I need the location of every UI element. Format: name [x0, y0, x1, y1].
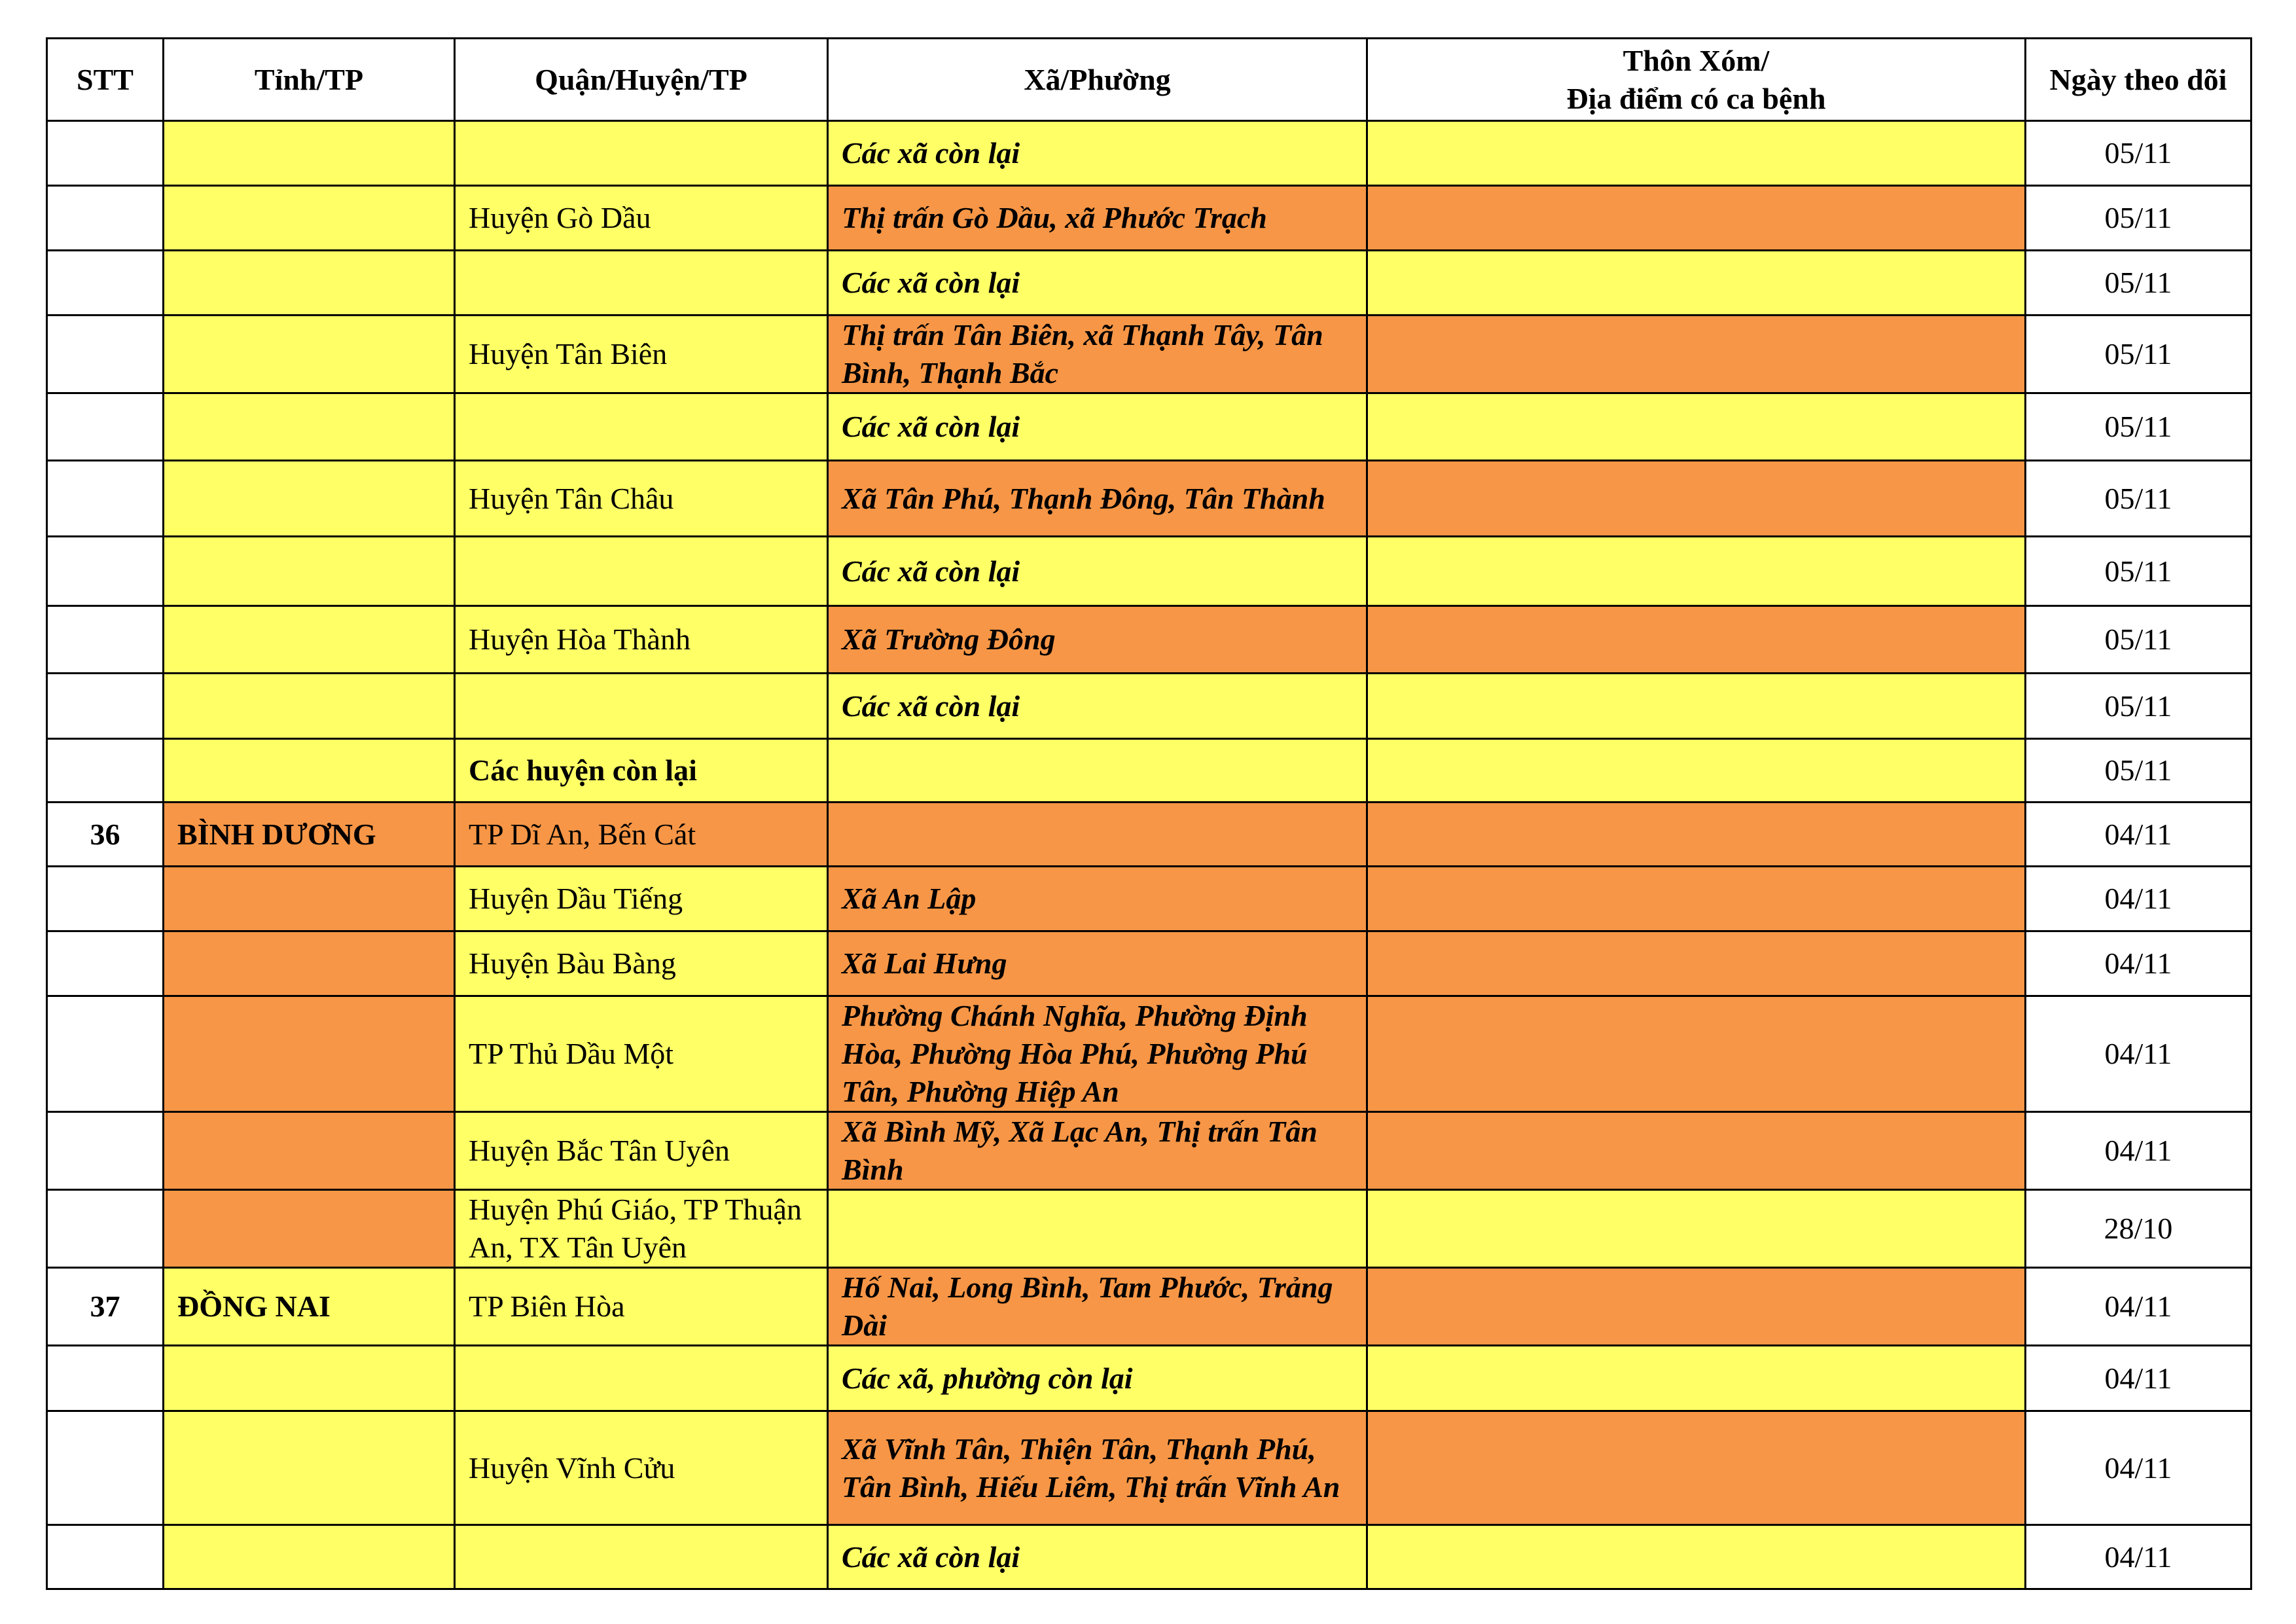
stt-cell: [47, 1346, 164, 1411]
header-province: Tỉnh/TP: [164, 39, 455, 121]
province-cell: [164, 461, 455, 537]
table-row: [47, 537, 2251, 606]
district-cell: Các huyện còn lại: [455, 739, 828, 803]
ward-cell: Các xã còn lại: [828, 251, 1367, 316]
ward-cell: Xã Tân Phú, Thạnh Đông, Tân Thành: [828, 461, 1367, 537]
ward-cell: [828, 1190, 1367, 1268]
hamlet-cell: [1367, 867, 2026, 931]
ward-cell: Thị trấn Tân Biên, xã Thạnh Tây, Tân Bình, Thạnh Bắc: [828, 316, 1367, 393]
district-cell: [455, 1525, 828, 1589]
hamlet-cell: [1367, 1190, 2026, 1268]
hamlet-cell: [1367, 996, 2026, 1112]
district-cell: TP Biên Hòa: [455, 1268, 828, 1346]
hamlet-cell: [1367, 1346, 2026, 1411]
stt-cell: 37: [47, 1268, 164, 1346]
hamlet-cell: [1367, 186, 2026, 251]
province-cell: [164, 316, 455, 393]
district-cell: [455, 1346, 828, 1411]
date-cell: 04/11: [2026, 803, 2251, 867]
district-cell: TP Thủ Dầu Một: [455, 996, 828, 1112]
date-cell: 05/11: [2026, 674, 2251, 739]
table-row: [47, 186, 2251, 251]
district-cell: [455, 537, 828, 606]
stt-cell: [47, 1190, 164, 1268]
hamlet-cell: [1367, 1411, 2026, 1525]
province-cell: [164, 996, 455, 1112]
province-cell: [164, 251, 455, 316]
table-row: [47, 1112, 2251, 1190]
hamlet-cell: [1367, 316, 2026, 393]
table-row: [47, 739, 2251, 803]
ward-cell: Các xã còn lại: [828, 393, 1367, 461]
province-cell: [164, 537, 455, 606]
hamlet-cell: [1367, 674, 2026, 739]
ward-cell: Xã Lai Hưng: [828, 931, 1367, 996]
stt-cell: [47, 461, 164, 537]
hamlet-cell: [1367, 121, 2026, 186]
stt-cell: [47, 251, 164, 316]
district-cell: Huyện Bàu Bàng: [455, 931, 828, 996]
province-cell: [164, 393, 455, 461]
stt-cell: [47, 674, 164, 739]
ward-cell: Xã Vĩnh Tân, Thiện Tân, Thạnh Phú, Tân Bình, Hiếu Liêm, Thị trấn Vĩnh An: [828, 1411, 1367, 1525]
table-row: [47, 1346, 2251, 1411]
district-cell: [455, 121, 828, 186]
date-cell: 05/11: [2026, 461, 2251, 537]
province-cell: ĐỒNG NAI: [164, 1268, 455, 1346]
province-cell: [164, 674, 455, 739]
district-cell: Huyện Dầu Tiếng: [455, 867, 828, 931]
hamlet-cell: [1367, 537, 2026, 606]
ward-cell: Thị trấn Gò Dầu, xã Phước Trạch: [828, 186, 1367, 251]
ward-cell: [828, 803, 1367, 867]
ward-cell: Xã Trường Đông: [828, 606, 1367, 674]
ward-cell: Hố Nai, Long Bình, Tam Phước, Trảng Dài: [828, 1268, 1367, 1346]
stt-cell: [47, 996, 164, 1112]
province-cell: [164, 1346, 455, 1411]
header-hamlet: [1367, 39, 2026, 121]
stt-cell: [47, 867, 164, 931]
province-cell: [164, 186, 455, 251]
district-cell: [455, 393, 828, 461]
table-row: [47, 1268, 2251, 1346]
header-stt: STT: [47, 39, 164, 121]
district-cell: Huyện Tân Châu: [455, 461, 828, 537]
date-cell: 05/11: [2026, 316, 2251, 393]
district-cell: [455, 251, 828, 316]
province-cell: [164, 867, 455, 931]
stt-cell: [47, 121, 164, 186]
province-cell: BÌNH DƯƠNG: [164, 803, 455, 867]
hamlet-cell: [1367, 461, 2026, 537]
date-cell: 04/11: [2026, 931, 2251, 996]
header-district: Quận/Huyện/TP: [455, 39, 828, 121]
table-row: [47, 996, 2251, 1112]
province-cell: [164, 1190, 455, 1268]
stt-cell: [47, 931, 164, 996]
district-cell: Huyện Tân Biên: [455, 316, 828, 393]
header-hamlet-line-1: Thôn Xóm/: [1623, 43, 1770, 77]
ward-cell: Các xã còn lại: [828, 674, 1367, 739]
hamlet-cell: [1367, 803, 2026, 867]
province-cell: [164, 606, 455, 674]
table-row: [47, 803, 2251, 867]
ward-cell: Xã An Lập: [828, 867, 1367, 931]
stt-cell: [47, 739, 164, 803]
hamlet-cell: [1367, 1525, 2026, 1589]
date-cell: 04/11: [2026, 1411, 2251, 1525]
ward-cell: Các xã còn lại: [828, 121, 1367, 186]
stt-cell: [47, 606, 164, 674]
table-row: [47, 461, 2251, 537]
province-cell: [164, 1525, 455, 1589]
date-cell: 05/11: [2026, 186, 2251, 251]
table-row: [47, 393, 2251, 461]
table-row: [47, 1525, 2251, 1589]
stt-cell: 36: [47, 803, 164, 867]
date-cell: 05/11: [2026, 606, 2251, 674]
district-cell: Huyện Bắc Tân Uyên: [455, 1112, 828, 1190]
ward-cell: Xã Bình Mỹ, Xã Lạc An, Thị trấn Tân Bình: [828, 1112, 1367, 1190]
header-ward: Xã/Phường: [828, 39, 1367, 121]
ward-cell: Các xã, phường còn lại: [828, 1346, 1367, 1411]
hamlet-cell: [1367, 393, 2026, 461]
date-cell: 04/11: [2026, 1346, 2251, 1411]
table-row: [47, 316, 2251, 393]
date-cell: 05/11: [2026, 393, 2251, 461]
table-row: [47, 251, 2251, 316]
stt-cell: [47, 393, 164, 461]
hamlet-cell: [1367, 1268, 2026, 1346]
district-cell: Huyện Vĩnh Cửu: [455, 1411, 828, 1525]
province-cell: [164, 931, 455, 996]
risk-area-table: [46, 37, 2252, 1590]
table-row: [47, 121, 2251, 186]
table-row: [47, 606, 2251, 674]
ward-cell: Các xã còn lại: [828, 537, 1367, 606]
date-cell: 04/11: [2026, 867, 2251, 931]
province-cell: [164, 739, 455, 803]
date-cell: 04/11: [2026, 1525, 2251, 1589]
hamlet-cell: [1367, 251, 2026, 316]
hamlet-cell: [1367, 606, 2026, 674]
date-cell: 05/11: [2026, 537, 2251, 606]
header-date: Ngày theo dõi: [2026, 39, 2251, 121]
district-cell: Huyện Gò Dầu: [455, 186, 828, 251]
province-cell: [164, 121, 455, 186]
header-hamlet-line-2: Địa điểm có ca bệnh: [1566, 81, 1826, 115]
header-row: [47, 39, 2251, 121]
date-cell: 05/11: [2026, 251, 2251, 316]
table-row: [47, 931, 2251, 996]
ward-cell: Các xã còn lại: [828, 1525, 1367, 1589]
province-cell: [164, 1112, 455, 1190]
table-row: [47, 867, 2251, 931]
hamlet-cell: [1367, 931, 2026, 996]
district-cell: TP Dĩ An, Bến Cát: [455, 803, 828, 867]
ward-cell: Phường Chánh Nghĩa, Phường Định Hòa, Phường Hòa Phú, Phường Phú Tân, Phường Hiệp An: [828, 996, 1367, 1112]
stt-cell: [47, 1411, 164, 1525]
date-cell: 04/11: [2026, 1112, 2251, 1190]
province-cell: [164, 1411, 455, 1525]
stt-cell: [47, 1525, 164, 1589]
date-cell: 04/11: [2026, 996, 2251, 1112]
stt-cell: [47, 316, 164, 393]
stt-cell: [47, 186, 164, 251]
hamlet-cell: [1367, 1112, 2026, 1190]
table-row: [47, 674, 2251, 739]
hamlet-cell: [1367, 739, 2026, 803]
date-cell: 28/10: [2026, 1190, 2251, 1268]
stt-cell: [47, 1112, 164, 1190]
date-cell: 05/11: [2026, 121, 2251, 186]
district-cell: [455, 674, 828, 739]
date-cell: 04/11: [2026, 1268, 2251, 1346]
date-cell: 05/11: [2026, 739, 2251, 803]
district-cell: Huyện Hòa Thành: [455, 606, 828, 674]
table-row: [47, 1411, 2251, 1525]
ward-cell: [828, 739, 1367, 803]
table-row: [47, 1190, 2251, 1268]
stt-cell: [47, 537, 164, 606]
district-cell: Huyện Phú Giáo, TP Thuận An, TX Tân Uyên: [455, 1190, 828, 1268]
